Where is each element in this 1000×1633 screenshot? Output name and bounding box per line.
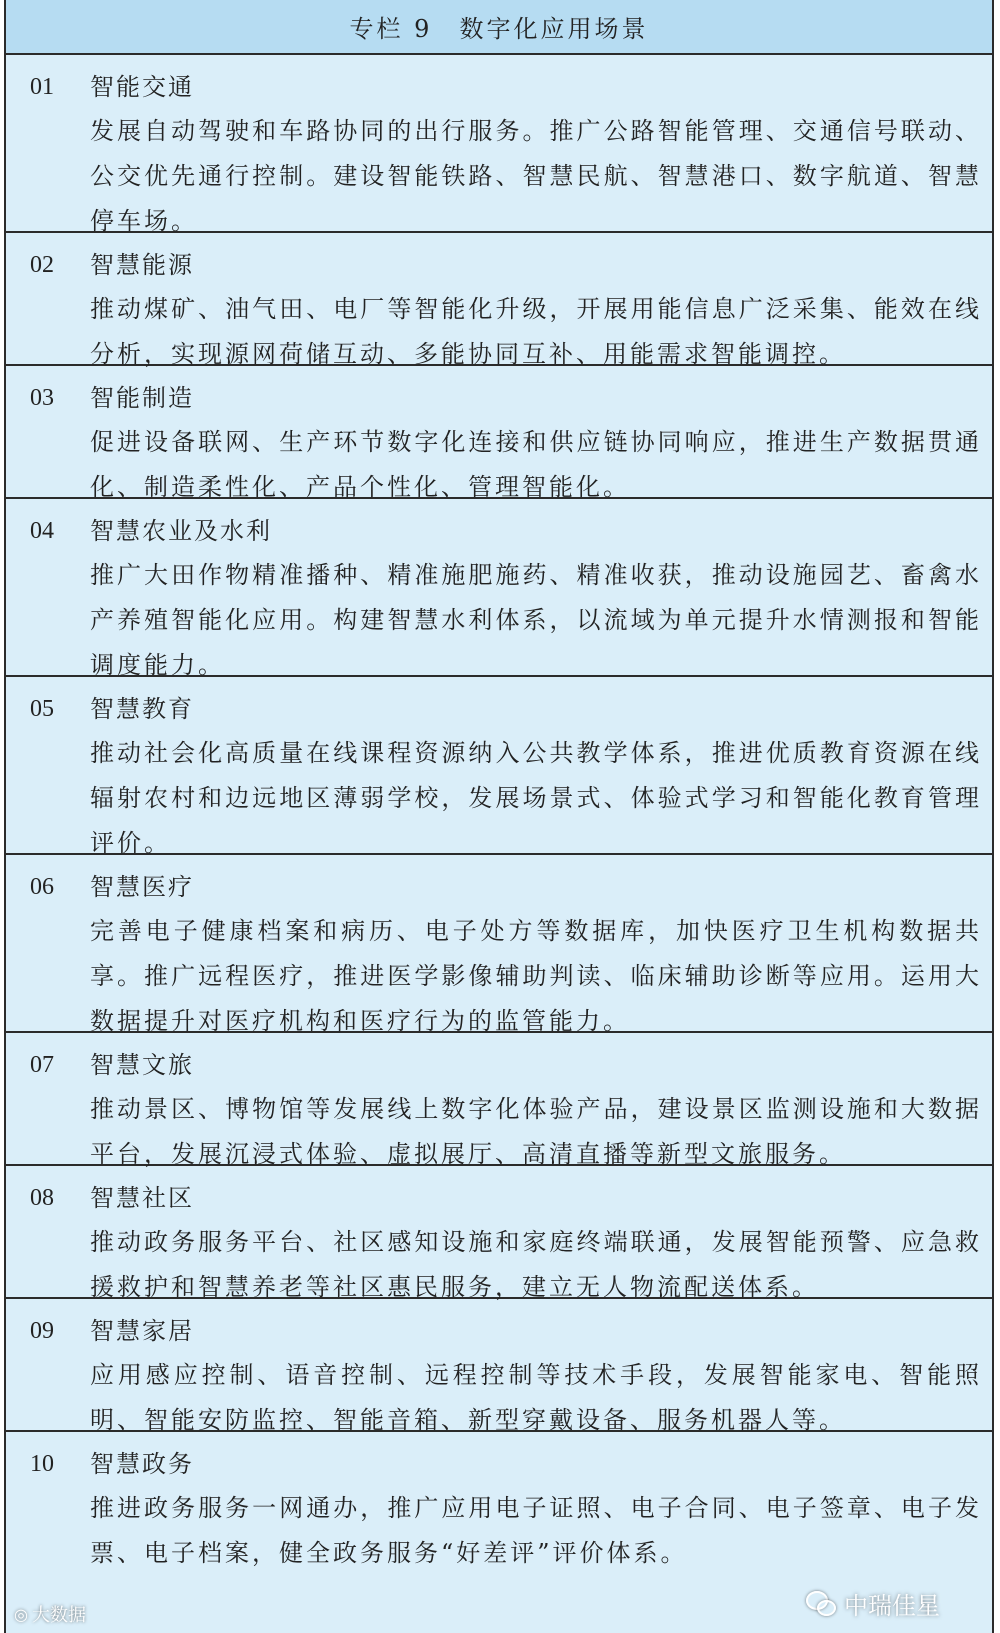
section-heading: 智能制造 [90, 384, 194, 412]
section-03 [6, 366, 992, 499]
watermark-right-text: 中瑞佳星 [844, 1592, 940, 1620]
section-text: 发展自动驾驶和车路协同的出行服务。推广公路智能管理、交通信号联动、公交优先通行控制。建设智能铁路、智慧民航、智慧港口、数字航道、智慧停车场。 [90, 117, 982, 235]
section-number: 08 [30, 1185, 54, 1211]
section-heading: 智慧社区 [90, 1184, 194, 1212]
watermark-right [806, 1586, 940, 1621]
section-number: 07 [30, 1052, 54, 1078]
watermark-left [14, 1601, 86, 1627]
section-09 [6, 1299, 992, 1432]
section-text: 完善电子健康档案和病历、电子处方等数据库，加快医疗卫生机构数据共享。推广远程医疗，推进医学影像辅助判读、临床辅助诊断等应用。运用大数据提升对医疗机构和医疗行为的监管能力。 [90, 917, 982, 1035]
section-number: 03 [30, 385, 54, 411]
section-heading: 智慧农业及水利 [90, 517, 272, 545]
section-number: 04 [30, 518, 54, 544]
section-04 [6, 499, 992, 677]
section-05 [6, 677, 992, 855]
weibo-icon: ◎ [14, 1604, 28, 1624]
section-08 [6, 1166, 992, 1299]
section-text: 推动社会化高质量在线课程资源纳入公共教学体系，推进优质教育资源在线辐射农村和边远地区薄弱学校，发展场景式、体验式学习和智能化教育管理评价。 [90, 739, 982, 857]
section-number: 10 [30, 1451, 54, 1477]
section-text: 推进政务服务一网通办，推广应用电子证照、电子合同、电子签章、电子发票、电子档案，健全政务服务“好差评”评价体系。 [90, 1494, 982, 1567]
section-text: 推动煤矿、油气田、电厂等智能化升级，开展用能信息广泛采集、能效在线分析，实现源网荷储互动、多能协同互补、用能需求智能调控。 [90, 295, 982, 368]
section-text: 促进设备联网、生产环节数字化连接和供应链协同响应，推进生产数据贯通化、制造柔性化、产品个性化、管理智能化。 [90, 428, 982, 501]
section-heading: 智能交通 [90, 73, 194, 101]
section-01 [6, 55, 992, 233]
section-number: 06 [30, 874, 54, 900]
section-heading: 智慧家居 [90, 1317, 194, 1345]
wechat-icon [806, 1591, 836, 1617]
watermark-left-text: 大数据 [31, 1605, 86, 1626]
column-title: 专栏 9 数字化应用场景 [6, 0, 992, 55]
section-number: 02 [30, 252, 54, 278]
section-heading: 智慧教育 [90, 695, 194, 723]
section-07 [6, 1033, 992, 1166]
section-text: 推动政务服务平台、社区感知设施和家庭终端联通，发展智能预警、应急救援救护和智慧养老等社区惠民服务，建立无人物流配送体系。 [90, 1228, 982, 1301]
section-number: 01 [30, 74, 54, 100]
section-heading: 智慧能源 [90, 251, 194, 279]
section-number: 09 [30, 1318, 54, 1344]
section-number: 05 [30, 696, 54, 722]
section-text: 推广大田作物精准播种、精准施肥施药、精准收获，推动设施园艺、畜禽水产养殖智能化应用。构建智慧水利体系，以流域为单元提升水情测报和智能调度能力。 [90, 561, 982, 679]
section-heading: 智慧政务 [90, 1450, 194, 1478]
section-heading: 智慧医疗 [90, 873, 194, 901]
column-box [4, 0, 994, 1633]
section-text: 应用感应控制、语音控制、远程控制等技术手段，发展智能家电、智能照明、智能安防监控、智能音箱、新型穿戴设备、服务机器人等。 [90, 1361, 982, 1434]
section-06 [6, 855, 992, 1033]
section-02 [6, 233, 992, 366]
section-text: 推动景区、博物馆等发展线上数字化体验产品，建设景区监测设施和大数据平台，发展沉浸式体验、虚拟展厅、高清直播等新型文旅服务。 [90, 1095, 982, 1168]
section-heading: 智慧文旅 [90, 1051, 194, 1079]
